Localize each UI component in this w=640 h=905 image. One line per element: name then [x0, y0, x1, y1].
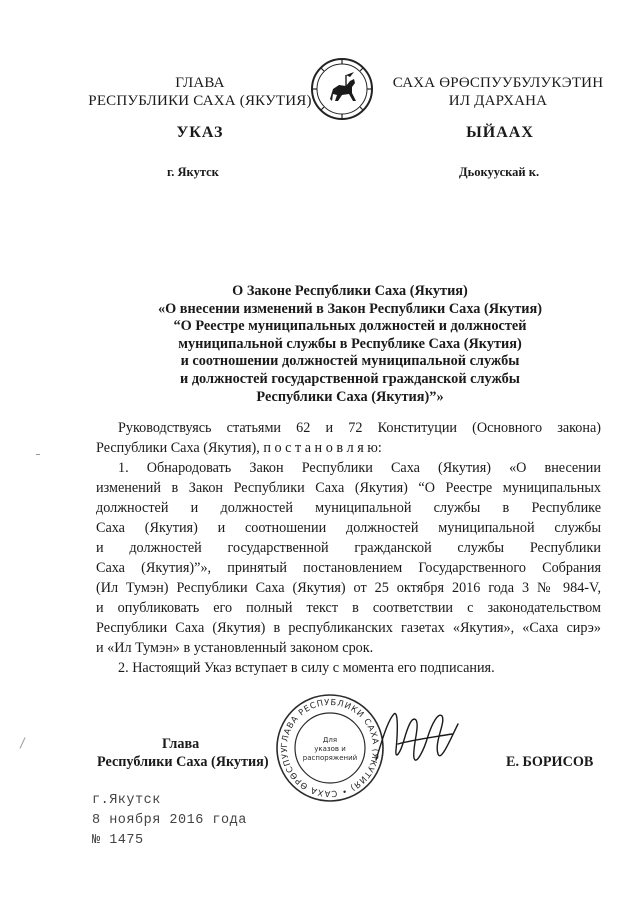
- title-line: и должностей государственной гражданской службы: [180, 370, 520, 387]
- item1-line: Саха (Якутия)”», принятый постановлением Государственного Собрания: [96, 560, 601, 576]
- header-left: [60, 74, 340, 110]
- stamp-outer-text: ГЛАВА РЕСПУБЛИКИ САХА (ЯКУТИЯ) • САХА ӨРӨСПУУ: [278, 696, 382, 800]
- title-line: «О внесении изменений в Закон Республики Саха (Якутия): [157, 300, 543, 317]
- title-line: “О Реестре муниципальных должностей и должностей: [173, 318, 527, 335]
- stamp-inner-text: распоряжений: [302, 754, 358, 762]
- header-right-line2: ИЛ ДАРХАНА: [448, 93, 548, 109]
- decree-title: [90, 283, 610, 406]
- stamp-inner-text: указов и: [314, 745, 346, 753]
- item1-line: Саха (Якутия) и соотношении должностей муниципальной службы: [96, 520, 601, 536]
- scan-mark: [20, 737, 26, 748]
- item1-line: и должностей государственной гражданской службы Республики: [96, 540, 601, 556]
- scan-mark: [36, 454, 40, 455]
- title-line: муниципальной службы в Республике Саха (Якутия): [178, 335, 522, 352]
- item2-line: 2. Настоящий Указ вступает в силу с момента его подписания.: [118, 660, 495, 676]
- item1-line: и опубликовать его полный текст в соответствии с законодательством: [96, 600, 601, 616]
- city-ru: г. Якутск: [167, 165, 219, 179]
- title-line: и соотношении должностей муниципальной службы: [180, 353, 520, 370]
- item1-line: Республики Саха (Якутия) в республиканских газетах «Якутия», «Саха сирэ»: [96, 620, 601, 636]
- item1-line: изменений в Закон Республики Саха (Якутия) “О Реестре муниципальных: [96, 480, 601, 496]
- footer-number: № 1475: [92, 833, 144, 848]
- item1-line: 1. Обнародовать Закон Республики Саха (Якутия) «О внесении: [118, 460, 601, 476]
- header-left-line1: ГЛАВА: [175, 75, 225, 91]
- stamp-inner-text: Для: [322, 736, 338, 744]
- preamble-line: Руководствуясь статьями 62 и 72 Конституции (Основного закона): [118, 420, 601, 436]
- signatory-title-line2: Республики Саха (Якутия): [97, 754, 269, 770]
- coat-of-arms-emblem: [310, 57, 374, 121]
- handwritten-signature: [368, 700, 468, 780]
- title-line: О Законе Республики Саха (Якутия): [232, 283, 468, 299]
- header-right-line1: САХА ӨРӨСПУУБУЛУКЭТИН: [392, 75, 604, 91]
- item1-line: (Ил Тумэн) Республики Саха (Якутия) от 25 октября 2016 года 3 № 984-V,: [96, 580, 601, 596]
- title-line: Республики Саха (Якутия)”»: [256, 388, 444, 405]
- footer-date: 8 ноября 2016 года: [92, 813, 247, 828]
- signatory-title-line1: Глава: [162, 736, 200, 752]
- item1-line: должностей и должностей муниципальной службы в Республике: [96, 500, 601, 516]
- footer-place: г.Якутск: [92, 793, 161, 808]
- item1-line: и «Ил Тумэн» в установленный законом срок.: [96, 640, 374, 656]
- doc-type-sah: ЫЙААХ: [466, 124, 534, 141]
- doc-type-ru: УКАЗ: [176, 124, 224, 141]
- signatory-name: Е. БОРИСОВ: [506, 754, 594, 770]
- header-right: [384, 74, 612, 110]
- city-sah: Дьокуускай к.: [459, 165, 540, 179]
- preamble-line: Республики Саха (Якутия), п о с т а н о в л я ю:: [96, 440, 382, 456]
- header-left-line2: РЕСПУБЛИКИ САХА (ЯКУТИЯ): [88, 93, 312, 109]
